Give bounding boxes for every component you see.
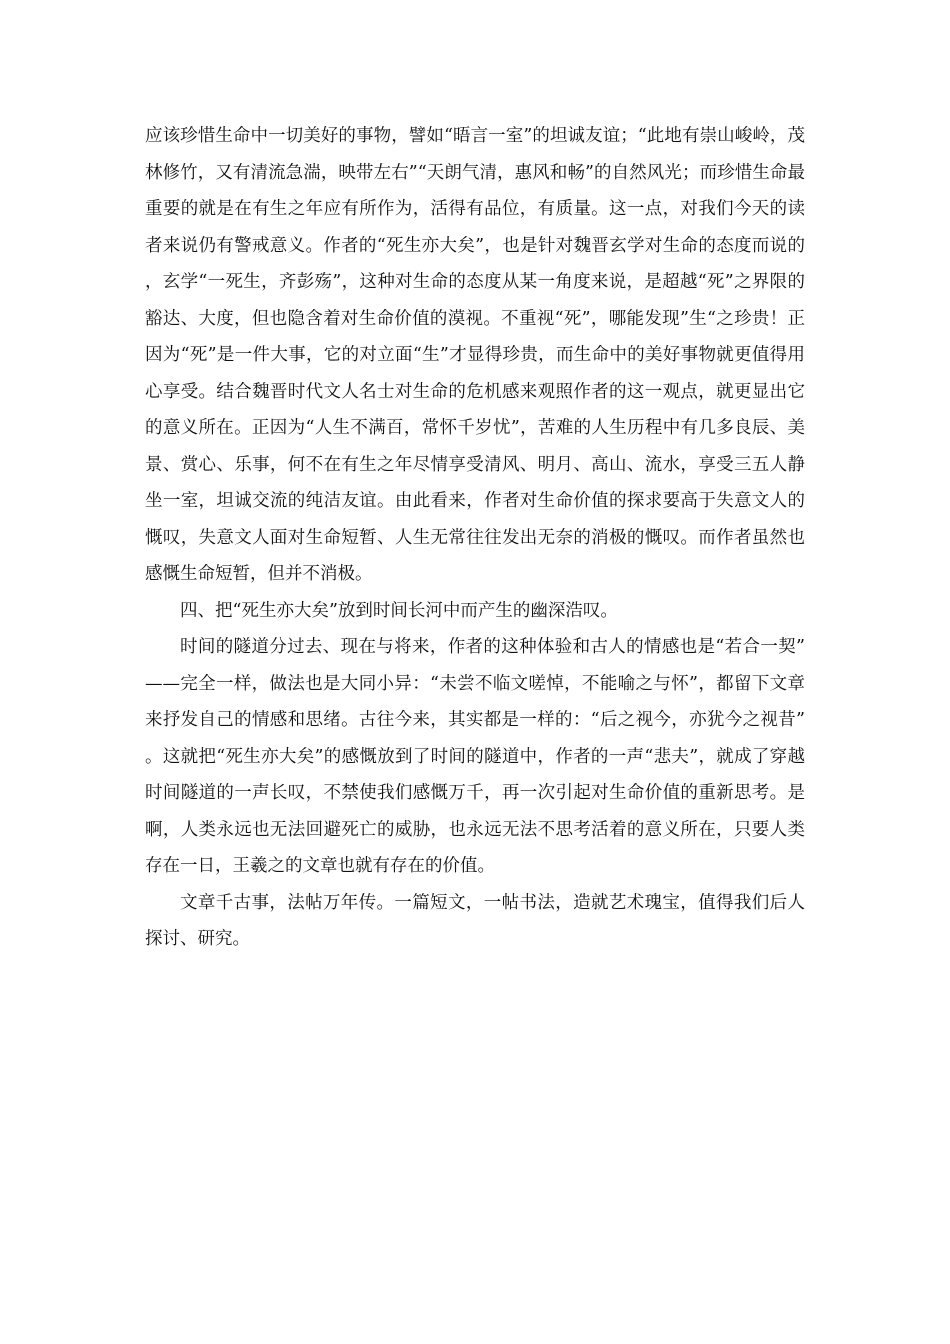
paragraph-conclusion: 文章千古事，法帖万年传。一篇短文，一帖书法，造就艺术瑰宝，值得我们后人探讨、研究。 xyxy=(145,892,805,949)
section-heading-four: 四、把“死生亦大矣”放到时间长河中而产生的幽深浩叹。 xyxy=(180,600,618,621)
paragraph-continued: 应该珍惜生命中一切美好的事物，譬如“晤言一室”的坦诚友谊；“此地有崇山峻岭，茂林修竹，又有清流急湍，映带左右”“天朗气清，惠风和畅”的自然风光；而珍惜生命最重要的就是在有生之年应有所作为，活得有品位，有质量。这一点，对我们今天的读者来说仍有警戒意义。作者的“死生亦大矣”，也是针对魏晋玄学对生命的态度而说的，玄学“一死生，齐彭殇”，这种对生命的态度从某一角度来说，是超越“死”之界限的豁达、大度，但也隐含着对生命价值的漠视。不重视“死”，哪能发现”生“之珍贵！正因为“死”是一件大事，它的对立面“生”才显得珍贵，而生命中的美好事物就更值得用心享受。结合魏晋时代文人名士对生命的危机感来观照作者的这一观点，就更显出它的意义所在。正因为“人生不满百，常怀千岁忧”，苦难的人生历程中有几多良辰、美景、赏心、乐事，何不在有生之年尽情享受清风、明月、高山、流水，享受三五人静坐一室，坦诚交流的纯洁友谊。由此看来，作者对生命价值的探求要高于失意文人的慨叹，失意文人面对生命短暂、人生无常往往发出无奈的消极的慨叹。而作者虽然也感慨生命短暂，但并不消极。 xyxy=(145,126,805,584)
document-body xyxy=(145,118,805,958)
paragraph-time-tunnel: 时间的隧道分过去、现在与将来，作者的这种体验和古人的情感也是“若合一契”——完全一样，做法也是大同小异：“未尝不临文嗟悼，不能喻之与怀”，都留下文章来抒发自己的情感和思绪。古往今来，其实都是一样的：“后之视今，亦犹今之视昔”。这就把“死生亦大矣”的感慨放到了时间的隧道中，作者的一声“悲夫”，就成了穿越时间隧道的一声长叹，不禁使我们感慨万千，再一次引起对生命价值的重新思考。是啊，人类永远也无法回避死亡的威胁，也永远无法不思考活着的意义所在，只要人类存在一日，王羲之的文章也就有存在的价值。 xyxy=(145,637,805,876)
